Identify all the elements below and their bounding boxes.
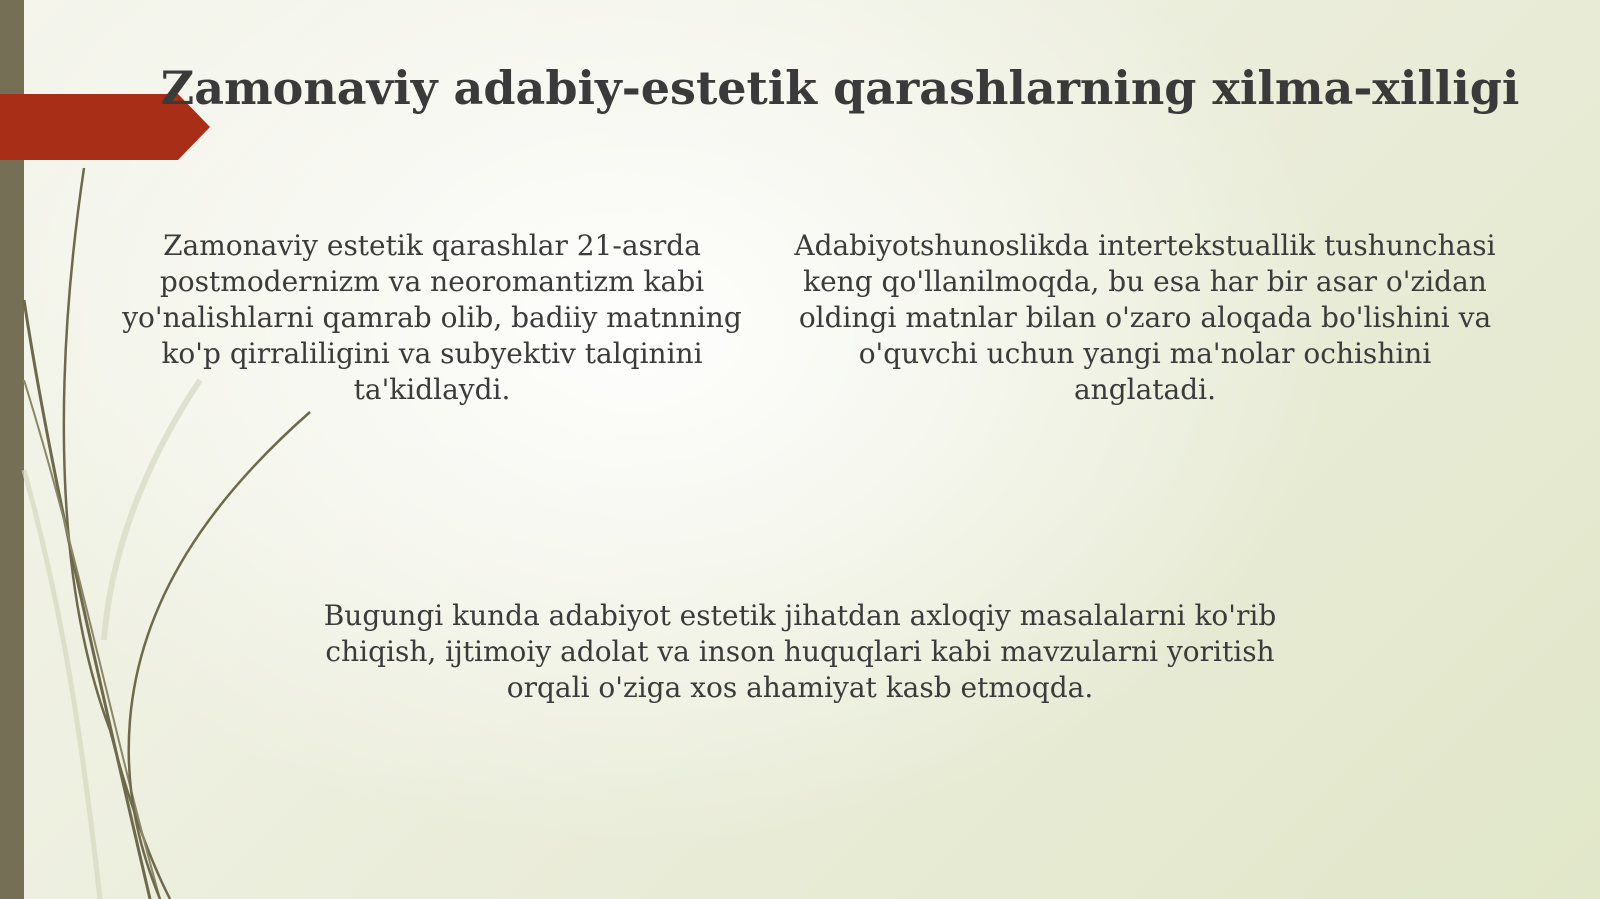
paragraph-bottom: Bugungi kunda adabiyot estetik jihatdan axloqiy masalalarni ko'rib chiqish, ijtimoiy adolat va inson huquqlari kabi mavzularni yoritish orqali o'ziga xos ahamiyat kasb etmoqda.	[323, 599, 1277, 704]
paragraph-right: Adabiyotshunoslikda intertekstuallik tushunchasi keng qo'llanilmoqda, bu esa har bir asar o'zidan oldingi matnlar bilan o'zaro aloqada bo'lishini va o'quvchi uchun yangi ma'nolar ochishini anglatadi.	[794, 229, 1496, 406]
paragraph-left: Zamonaviy estetik qarashlar 21-asrda postmodernizm va neoromantizm kabi yo'nalishlarni qamrab olib, badiiy matnning ko'p qirraliligini va subyektiv talqinini ta'kidlaydi.	[122, 229, 742, 406]
slide-title: Zamonaviy adabiy-estetik qarashlarning xilma-xilligi	[160, 61, 1520, 115]
